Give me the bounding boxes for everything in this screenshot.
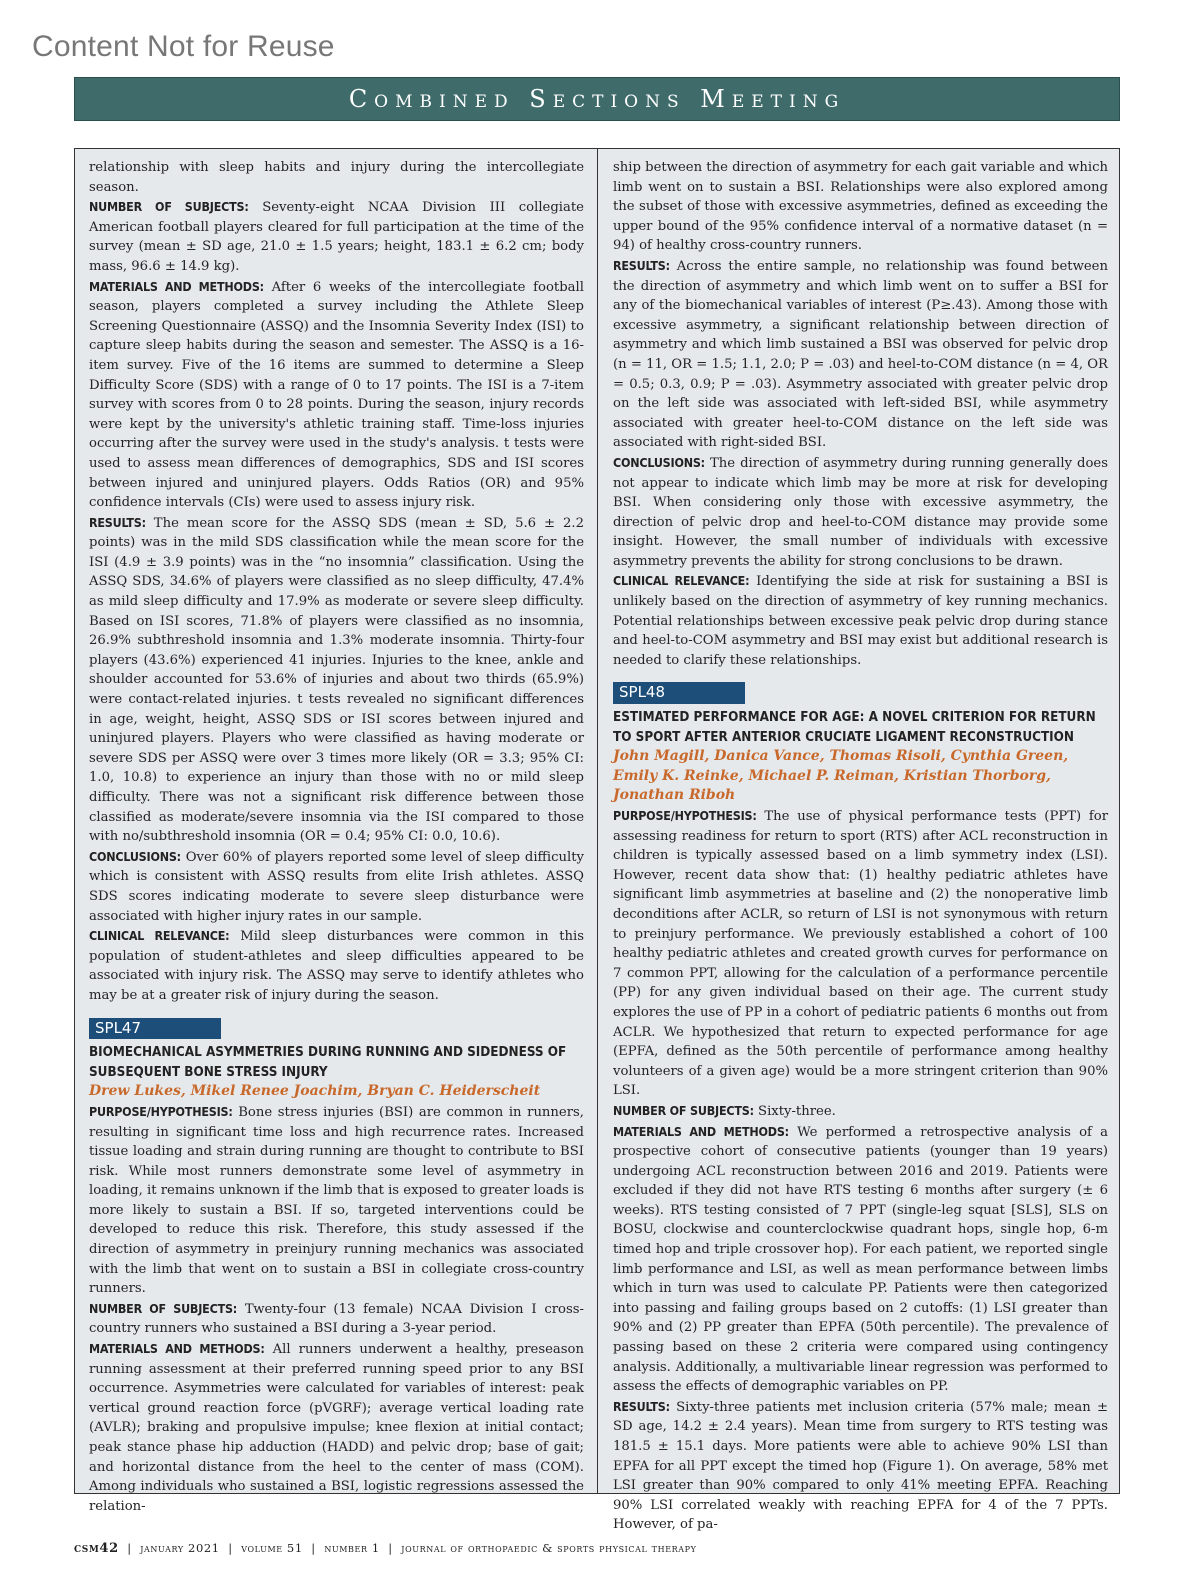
spl47-purpose-label: PURPOSE/HYPOTHESIS: bbox=[89, 1103, 233, 1119]
spl47-title: BIOMECHANICAL ASYMMETRIES DURING RUNNING AND SIDEDNESS OF SUBSEQUENT BONE STRESS INJURY bbox=[89, 1045, 567, 1080]
clinical-text: Mild sleep disturbances were common in this population of student-athletes and sleep difficulties appeared to be associated with injury risk. The ASSQ may serve to identify athletes who may be at a greater risk of injury during the season. bbox=[89, 929, 584, 1003]
spl47-subjects-text: Twenty-four (13 female) NCAA Division I cross-country runners who sustained a BSI during a 3-year period. bbox=[89, 1301, 584, 1337]
r-results-text: Across the entire sample, no relationship was found between the direction of asymmetry and which limb went on to suffer a BSI for any of the biomechanical variables of interest (P≥.43). Among those with excessive asymmetry, a significant relationship between direction of asymmetry and which limb sustained a BSI was observed for pelvic drop (n = 11, OR = 1.5; 1.1, 2.0; P = .03) and heel-to-COM distance (n = 4, OR = 0.5; 0.3, 0.9; P = .03). Asymmetry associated with greater pelvic drop on the left side was associated with left-sided BSI, while asymmetry associated with greater heel-to-COM distance on the left side was associated with right-sided BSI. bbox=[613, 258, 1108, 451]
spl48-results-label: RESULTS: bbox=[613, 1398, 670, 1414]
spl47-tag: SPL47 bbox=[89, 1018, 221, 1040]
clinical-paragraph bbox=[89, 926, 584, 1005]
r-conclusions-paragraph bbox=[613, 453, 1108, 572]
section-banner bbox=[74, 77, 1120, 121]
r-results-paragraph bbox=[613, 256, 1108, 453]
spl48-title: ESTIMATED PERFORMANCE FOR AGE: A NOVEL CRITERION FOR RETURN TO SPORT AFTER ANTERIOR CRUCIATE LIGAMENT RECONSTRUCTION bbox=[613, 710, 1096, 745]
subjects-label: NUMBER OF SUBJECTS: bbox=[89, 199, 249, 215]
spl48-subjects-paragraph bbox=[613, 1101, 1108, 1122]
subjects-text: Seventy-eight NCAA Division III collegiate American football players cleared for full participation at the time of the survey (mean ± SD age, 21.0 ± 1.5 years; height, 183.1 ± 6.2 cm; body mass, 96.6 ± 14.9 kg). bbox=[89, 200, 584, 274]
spl48-purpose-text: The use of physical performance tests (PPT) for assessing readiness for return to sport (RTS) after ACL reconstruction in children is typically assessed based on a limb symmetry index (LSI). However, recent data show that: (1) healthy pediatric athletes have significant limb asymmetries at baseline and (2) the nonoperative limb deconditions after ACLR, so return of LSI is not synonymous with return to preinjury performance. We previously established a cohort of 100 healthy pediatric athletes and created growth curves for performance on 7 common PPT, allowing for the calculation of a performance percentile (PP) for any given individual based on their age. The current study explores the use of PP in a cohort of pediatric patients 6 months out from ACLR. We hypothesized that return to expected performance for age (EPFA, defined as the 50th percentile of performance among healthy volunteers of a given age) would be a more stringent criterion than 90% LSI. bbox=[613, 809, 1108, 1099]
spl48-purpose-paragraph bbox=[613, 806, 1108, 1101]
footer-journal: journal of orthopaedic & sports physical therapy bbox=[401, 1541, 697, 1555]
r-conclusions-label: CONCLUSIONS: bbox=[613, 454, 705, 470]
spl47-methods-label: MATERIALS AND METHODS: bbox=[89, 1341, 265, 1357]
methods-text: After 6 weeks of the intercollegiate football season, players completed a survey including the Athlete Sleep Screening Questionnaire (ASSQ) and the Insomnia Severity Index (ISI) to capture sleep habits during the season and semester. The ASSQ is a 16-item survey. Five of the 16 items are summed to determine a Sleep Difficulty Score (SDS) with a range of 0 to 17 points. The ISI is a 7-item survey with scores from 0 to 28 points. During the season, injury records were kept by the university's athletic training staff. Time-loss injuries occurring after the survey were used in the study's analysis. t tests were used to assess mean differences of demographics, SDS and ISI scores between injured and uninjured players. Odds Ratios (OR) and 95% confidence intervals (CIs) were used to assess injury risk. bbox=[89, 279, 584, 511]
subjects-paragraph bbox=[89, 197, 584, 276]
spl48-results-paragraph bbox=[613, 1397, 1108, 1535]
watermark: Content Not for Reuse bbox=[32, 30, 335, 63]
conclusions-text: Over 60% of players reported some level of sleep difficulty which is consistent with ASSQ results from elite Irish athletes. ASSQ SDS scores indicating moderate to severe sleep disturbance were associated with higher injury rates in our sample. bbox=[89, 849, 584, 924]
methods-paragraph bbox=[89, 277, 584, 513]
footer-sep-3: | bbox=[307, 1541, 321, 1555]
spl47-authors: Drew Lukes, Mikel Renee Joachim, Bryan C. Heiderscheit bbox=[89, 1083, 541, 1100]
footer-number: number 1 bbox=[324, 1541, 380, 1555]
clinical-label: CLINICAL RELEVANCE: bbox=[89, 928, 230, 944]
spl48-subjects-text: Sixty-three. bbox=[758, 1103, 836, 1119]
left-column bbox=[89, 158, 584, 1514]
right-column bbox=[613, 158, 1108, 1533]
intro-tail: relationship with sleep habits and injury during the intercollegiate season. bbox=[89, 160, 584, 195]
spl48-subjects-label: NUMBER OF SUBJECTS: bbox=[613, 1102, 754, 1118]
spl47-methods-text: All runners underwent a healthy, preseason running assessment at their preferred running speed prior to any BSI occurrence. Asymmetries were calculated for variables of interest: peak vertical ground reaction force (pVGRF); average vertical loading rate (AVLR); braking and propulsive impulse; knee flexion at initial contact; peak stance phase hip adduction (HADD) and pelvic drop; base of gait; and horizontal distance from the heel to the center of mass (COM). Among individuals who sustained a BSI, logistic regressions assessed the relation- bbox=[89, 1342, 584, 1514]
spl48-methods-paragraph bbox=[613, 1122, 1108, 1397]
spl47-methods-paragraph bbox=[89, 1339, 584, 1516]
spl48-tag: SPL48 bbox=[613, 682, 745, 704]
r-conclusions-text: The direction of asymmetry during running generally does not appear to indicate which limb may be more at risk for developing BSI. When considering only those with excessive asymmetry, the direction of pelvic drop and heel-to-COM distance may provide some insight. However, the small number of individuals with excessive asymmetry prevents the ability for strong conclusions to be drawn. bbox=[613, 455, 1108, 569]
conclusions-paragraph bbox=[89, 847, 584, 926]
r-results-label: RESULTS: bbox=[613, 257, 670, 273]
footer-date: january 2021 bbox=[140, 1541, 220, 1555]
spl47-subjects-paragraph bbox=[89, 1299, 584, 1339]
results-text: The mean score for the ASSQ SDS (mean ± SD, 5.6 ± 2.2 points) was in the mild SDS classification while the mean score for the ISI (4.9 ± 3.9 points) was in the “no insomnia” classification. Using the ASSQ SDS, 34.6% of players were classified as no sleep difficulty, 47.4% as mild sleep difficulty and 17.9% as moderate or severe sleep difficulty. Based on ISI scores, 71.8% of players were classified as no insomnia, 26.9% subthreshold insomnia and 1.3% moderate insomnia. Thirty-four players (43.6%) experienced 41 injuries. Injuries to the knee, ankle and shoulder accounted for 53.6% of injuries and about two thirds (65.9%) were contact-related injuries. t tests revealed no significant differences in age, weight, height, ASSQ SDS or ISI scores between injured and uninjured players. Players who were classified as having moderate or severe SDS per ASSQ were over 3 times more likely (OR = 3.3; 95% CI: 1.0, 10.8) to experience an injury than those with no or mild sleep difficulty. There was not a significant risk difference between those classified as moderate/severe insomnia via the ISI compared to those with no/subthreshold insomnia (OR = 0.4; 95% CI: 0.0, 10.6). bbox=[89, 515, 584, 845]
spl47-purpose-text: Bone stress injuries (BSI) are common in runners, resulting in significant time loss and high recurrence rates. Increased tissue loading and strain during running are thought to contribute to BSI risk. While most runners demonstrate some level of asymmetry in loading, it remains unknown if the limb that is exposed to greater loads is more likely to sustain a BSI. If so, targeted interventions could be developed to reduce this risk. Therefore, this study assessed if the direction of asymmetry in preinjury running mechanics was associated with the limb that went on to sustain a BSI in collegiate cross-country runners. bbox=[89, 1104, 584, 1297]
page-footer bbox=[74, 1541, 697, 1556]
spl48-results-text: Sixty-three patients met inclusion criteria (57% male; mean ± SD age, 14.2 ± 2.4 years). Mean time from surgery to RTS testing was 181.5 ± 15.1 days. More patients were able to achieve 90% LSI than EPFA for all PPT except the timed hop (Figure 1). On average, 58% met LSI greater than 90% compared to only 41% meeting EPFA. Reaching 90% LSI correlated weakly with reaching EPFA for 4 of the 7 PPTs. However, of pa- bbox=[613, 1399, 1108, 1533]
column-divider bbox=[597, 148, 598, 1494]
conclusions-label: CONCLUSIONS: bbox=[89, 848, 181, 864]
r-clinical-paragraph bbox=[613, 571, 1108, 670]
footer-sep-4: | bbox=[384, 1541, 398, 1555]
spl47-purpose-paragraph bbox=[89, 1102, 584, 1299]
footer-volume: volume 51 bbox=[241, 1541, 303, 1555]
methods-label: MATERIALS AND METHODS: bbox=[89, 278, 264, 294]
spl48-methods-label: MATERIALS AND METHODS: bbox=[613, 1123, 789, 1139]
footer-sep-2: | bbox=[223, 1541, 237, 1555]
r-clinical-label: CLINICAL RELEVANCE: bbox=[613, 573, 750, 589]
r-clinical-text: Identifying the side at risk for sustaining a BSI is unlikely based on the direction of asymmetry of key running mechanics. Potential relationships between excessive peak pelvic drop during stance and heel-to-COM asymmetry and BSI may exist but additional research is needed to clarify these relationships. bbox=[613, 574, 1108, 668]
banner-title: Combined Sections Meeting bbox=[348, 85, 846, 113]
spl47-subjects-label: NUMBER OF SUBJECTS: bbox=[89, 1300, 238, 1316]
spl48-purpose-label: PURPOSE/HYPOTHESIS: bbox=[613, 808, 757, 823]
results-label: RESULTS: bbox=[89, 514, 146, 530]
spl48-methods-text: We performed a retrospective analysis of a prospective cohort of consecutive patients (younger than 19 years) undergoing ACL reconstruction between 2016 and 2019. Patients were excluded if they did not have RTS testing 6 months after surgery (± 6 weeks). RTS testing consisted of 7 PPT (single-leg squat [SLS], SLS on BOSU, clockwise and counterclockwise quadrant hops, single hop, 6-m timed hop and triple crossover hop). For each patient, we reported single limb performance and LSI, as well as mean performance between limbs which in turn was used to calculate PP. Patients were then categorized into passing and failing groups based on 2 cutoffs: (1) LSI greater than 90% and (2) PP greater than EPFA (50th percentile). The prevalence of passing based on these 2 criteria were compared using contingency analysis. Additionally, a multivariable linear regression was performed to assess the effects of demographic variables on PP. bbox=[613, 1124, 1108, 1395]
continuation-paragraph: ship between the direction of asymmetry for each gait variable and which limb went on to sustain a BSI. Relationships were also explored among the subset of those with excessive asymmetries, defined as exceeding the upper bound of the 95% confidence interval of a normative dataset (n = 94) of healthy cross-country runners. bbox=[613, 160, 1108, 254]
footer-sep-1: | bbox=[122, 1541, 136, 1555]
spl48-authors: John Magill, Danica Vance, Thomas Risoli, Cynthia Green, Emily K. Reinke, Michael P. Reiman, Kristian Thorborg, Jonathan Riboh bbox=[613, 748, 1069, 804]
footer-page: csm42 bbox=[74, 1541, 119, 1556]
results-paragraph bbox=[89, 513, 584, 847]
